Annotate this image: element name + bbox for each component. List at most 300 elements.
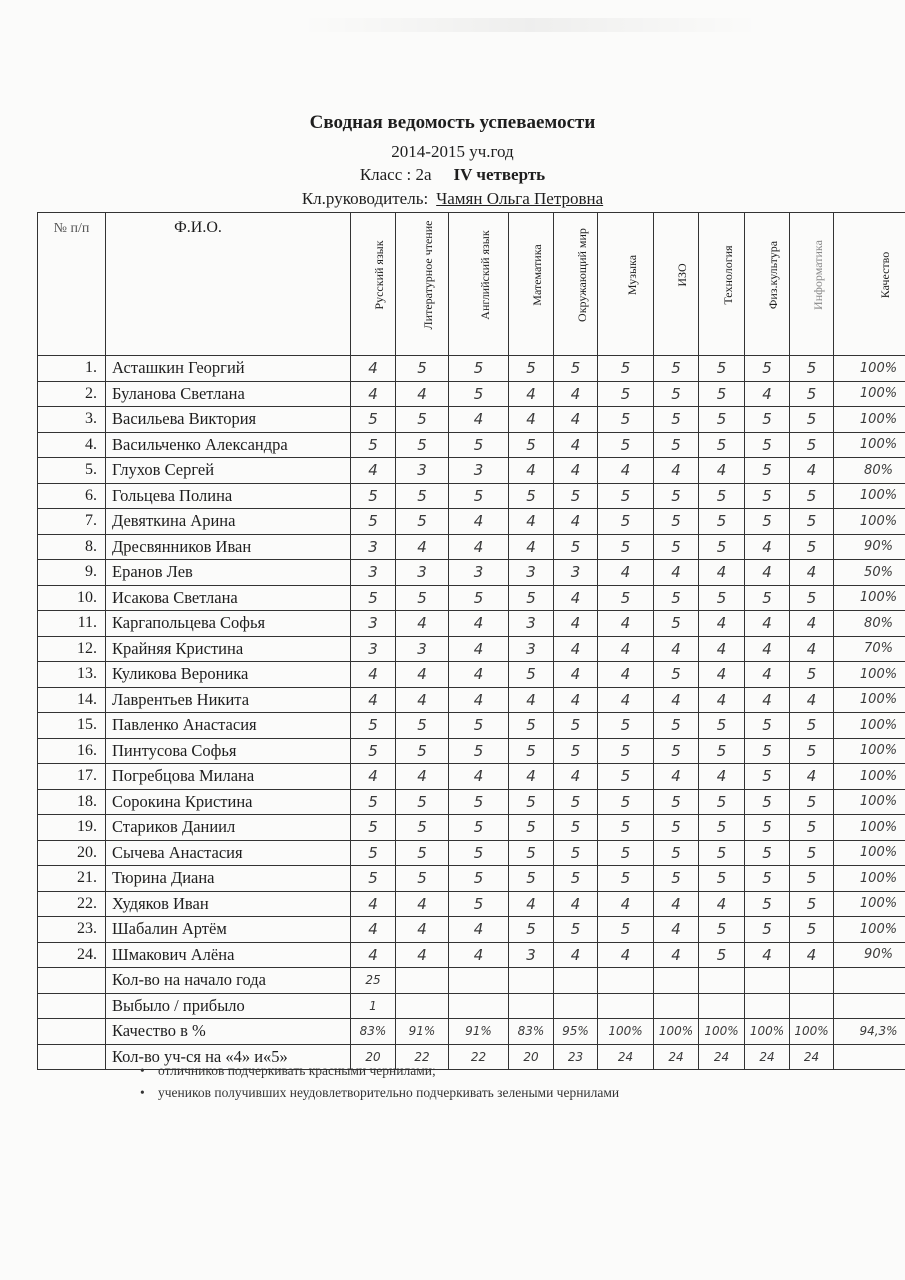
student-row [38, 432, 905, 458]
grade-cell: 4 [509, 891, 554, 917]
grade-cell: 4 [598, 560, 654, 586]
grade-cell: 5 [598, 381, 654, 407]
grade-cell: 4 [449, 534, 509, 560]
grade-cell: 4 [699, 687, 745, 713]
grade-cell: 5 [598, 432, 654, 458]
count-value: 20 [509, 1044, 554, 1070]
grade-cell: 4 [554, 662, 598, 688]
col-subject-header: ИЗО [654, 213, 699, 356]
grade-cell: 4 [554, 942, 598, 968]
grade-cell: 5 [654, 381, 699, 407]
grade-cell: 4 [396, 891, 449, 917]
grade-cell: 5 [699, 432, 745, 458]
grade-cell: 5 [790, 815, 834, 841]
grade-cell: 4 [654, 891, 699, 917]
grade-cell: 5 [745, 407, 790, 433]
grade-cell: 5 [554, 815, 598, 841]
student-name: Павленко Анастасия [106, 713, 351, 739]
grade-cell: 5 [699, 942, 745, 968]
grade-cell: 5 [654, 534, 699, 560]
grade-cell: 4 [745, 381, 790, 407]
count-value: 22 [396, 1044, 449, 1070]
grade-cell: 3 [351, 560, 396, 586]
grade-cell: 5 [449, 891, 509, 917]
grade-cell: 5 [598, 585, 654, 611]
row-number: 15. [38, 713, 106, 739]
grade-cell: 5 [351, 789, 396, 815]
grade-cell: 4 [449, 942, 509, 968]
grade-cell: 4 [745, 636, 790, 662]
count-value: 24 [598, 1044, 654, 1070]
student-name: Сычева Анастасия [106, 840, 351, 866]
student-name: Глухов Сергей [106, 458, 351, 484]
grade-cell: 5 [699, 509, 745, 535]
grade-cell: 4 [699, 458, 745, 484]
grade-cell: 5 [509, 815, 554, 841]
grade-cell: 5 [449, 866, 509, 892]
grade-cell: 3 [396, 458, 449, 484]
grade-cell: 5 [790, 789, 834, 815]
grade-cell: 5 [554, 840, 598, 866]
grade-cell: 5 [654, 356, 699, 382]
grade-cell: 4 [554, 764, 598, 790]
grade-cell: 5 [654, 432, 699, 458]
grade-cell: 4 [790, 458, 834, 484]
grade-cell: 5 [396, 432, 449, 458]
row-number: 1. [38, 356, 106, 382]
grade-cell: 4 [598, 891, 654, 917]
count-value: 24 [745, 1044, 790, 1070]
header-row [38, 213, 905, 356]
student-name: Дресвянников Иван [106, 534, 351, 560]
student-row [38, 458, 905, 484]
quality-cell: 90% [834, 942, 905, 968]
student-name: Шмакович Алёна [106, 942, 351, 968]
grade-cell: 5 [598, 866, 654, 892]
grade-cell: 5 [509, 483, 554, 509]
student-row [38, 356, 905, 382]
student-row [38, 407, 905, 433]
grade-cell: 4 [654, 636, 699, 662]
row-number: 21. [38, 866, 106, 892]
student-row [38, 840, 905, 866]
col-fio-header: Ф.И.О. [106, 213, 351, 356]
quality-value: 100% [699, 1019, 745, 1045]
notes [140, 1063, 619, 1107]
grade-cell: 4 [790, 764, 834, 790]
col-subject-header: Литературное чтение [396, 213, 449, 356]
grade-cell: 5 [598, 789, 654, 815]
grade-cell: 4 [554, 891, 598, 917]
student-row [38, 483, 905, 509]
grade-cell: 5 [790, 891, 834, 917]
grade-cell: 4 [654, 917, 699, 943]
grade-cell: 5 [654, 789, 699, 815]
grade-cell: 5 [598, 407, 654, 433]
grade-cell: 5 [396, 866, 449, 892]
row-number: 18. [38, 789, 106, 815]
grade-cell: 4 [790, 560, 834, 586]
grade-cell: 4 [554, 636, 598, 662]
grade-cell: 5 [745, 866, 790, 892]
grade-cell: 5 [449, 713, 509, 739]
grade-cell: 5 [790, 356, 834, 382]
grade-cell: 5 [745, 840, 790, 866]
grade-cell: 5 [396, 407, 449, 433]
grade-cell: 5 [509, 432, 554, 458]
grade-cell: 4 [396, 662, 449, 688]
quality-cell: 100% [834, 738, 905, 764]
class-line [0, 165, 905, 185]
row-number: 2. [38, 381, 106, 407]
row-number: 13. [38, 662, 106, 688]
grade-cell: 5 [790, 585, 834, 611]
grade-cell: 5 [598, 917, 654, 943]
grade-cell: 4 [554, 585, 598, 611]
grade-cell: 5 [745, 891, 790, 917]
grade-cell: 4 [351, 356, 396, 382]
grade-cell: 5 [598, 356, 654, 382]
col-subject-header: Английский язык [449, 213, 509, 356]
quality-cell: 100% [834, 917, 905, 943]
student-name: Сорокина Кристина [106, 789, 351, 815]
grade-cell: 4 [509, 534, 554, 560]
student-name: Тюрина Диана [106, 866, 351, 892]
grade-cell: 5 [396, 509, 449, 535]
student-row [38, 611, 905, 637]
grade-cell: 5 [790, 840, 834, 866]
grade-cell: 5 [449, 432, 509, 458]
grade-cell: 5 [745, 585, 790, 611]
grade-cell: 5 [509, 738, 554, 764]
quality-cell: 100% [834, 509, 905, 535]
grade-cell: 5 [509, 713, 554, 739]
grade-cell: 5 [554, 789, 598, 815]
grade-cell: 5 [351, 866, 396, 892]
student-name: Еранов Лев [106, 560, 351, 586]
grade-cell: 4 [449, 917, 509, 943]
grade-cell: 5 [351, 585, 396, 611]
student-row [38, 381, 905, 407]
count-value: 20 [351, 1044, 396, 1070]
student-name: Пинтусова Софья [106, 738, 351, 764]
student-row [38, 738, 905, 764]
grade-cell: 5 [699, 483, 745, 509]
grade-cell: 5 [554, 738, 598, 764]
student-row [38, 942, 905, 968]
col-subject-header: Русский язык [351, 213, 396, 356]
grade-cell: 5 [396, 713, 449, 739]
grade-cell: 3 [351, 611, 396, 637]
student-name: Шабалин Артём [106, 917, 351, 943]
count-label: Кол-во уч-ся на «4» и«5» [106, 1044, 351, 1070]
grade-cell: 4 [554, 458, 598, 484]
grade-cell: 5 [654, 866, 699, 892]
teacher-label: Кл.руководитель: [301, 189, 429, 208]
grade-cell: 4 [509, 407, 554, 433]
grade-cell: 4 [351, 942, 396, 968]
grade-cell: 5 [598, 713, 654, 739]
grade-cell: 4 [654, 687, 699, 713]
grade-cell: 5 [654, 815, 699, 841]
quality-cell: 100% [834, 432, 905, 458]
grade-cell: 4 [509, 458, 554, 484]
grade-cell: 5 [554, 534, 598, 560]
grade-cell: 4 [554, 407, 598, 433]
grade-cell: 4 [509, 687, 554, 713]
grade-cell: 5 [449, 738, 509, 764]
grade-cell: 5 [351, 738, 396, 764]
grade-cell: 5 [554, 713, 598, 739]
row-number: 4. [38, 432, 106, 458]
grade-cell: 3 [449, 458, 509, 484]
student-name: Гольцева Полина [106, 483, 351, 509]
grade-cell: 5 [509, 917, 554, 943]
grade-cell: 4 [351, 662, 396, 688]
quality-value: 100% [790, 1019, 834, 1045]
grade-cell: 3 [509, 942, 554, 968]
grade-cell: 5 [396, 815, 449, 841]
grade-cell: 5 [790, 917, 834, 943]
quality-cell: 50% [834, 560, 905, 586]
note-item: • отличников подчеркивать красными чернилами; [140, 1063, 436, 1078]
grade-cell: 3 [509, 636, 554, 662]
grade-cell: 4 [598, 611, 654, 637]
quality-value: 91% [396, 1019, 449, 1045]
student-name: Исакова Светлана [106, 585, 351, 611]
grade-cell: 4 [554, 611, 598, 637]
grade-cell: 5 [509, 585, 554, 611]
quality-cell: 100% [834, 713, 905, 739]
grade-cell: 4 [449, 636, 509, 662]
student-row [38, 662, 905, 688]
grade-cell: 5 [790, 432, 834, 458]
grade-cell: 4 [699, 636, 745, 662]
quality-value: 100% [654, 1019, 699, 1045]
student-row [38, 764, 905, 790]
quality-value: 100% [745, 1019, 790, 1045]
student-row [38, 534, 905, 560]
quality-cell: 100% [834, 764, 905, 790]
bullet-icon: • [140, 1063, 145, 1078]
grade-cell: 5 [598, 509, 654, 535]
grade-cell: 4 [790, 611, 834, 637]
page-title: Сводная ведомость успеваемости [309, 112, 596, 133]
grade-cell: 4 [598, 942, 654, 968]
quality-total: 94,3% [834, 1019, 905, 1045]
col-subject-header: Физ.культура [745, 213, 790, 356]
quality-value: 83% [509, 1019, 554, 1045]
grade-cell: 5 [745, 458, 790, 484]
grade-cell: 5 [654, 738, 699, 764]
grade-cell: 5 [396, 356, 449, 382]
grade-cell: 5 [745, 738, 790, 764]
summary-quality-row [38, 1019, 905, 1045]
row-number: 8. [38, 534, 106, 560]
grade-cell: 5 [598, 738, 654, 764]
grade-cell: 4 [509, 381, 554, 407]
grade-cell: 4 [699, 891, 745, 917]
count-value: 24 [790, 1044, 834, 1070]
grade-cell: 5 [396, 840, 449, 866]
grade-cell: 5 [554, 356, 598, 382]
count-value: 24 [654, 1044, 699, 1070]
moved-value: 1 [351, 993, 396, 1019]
row-number: 20. [38, 840, 106, 866]
grade-cell: 5 [598, 815, 654, 841]
quality-value: 83% [351, 1019, 396, 1045]
grade-cell: 5 [654, 611, 699, 637]
grade-cell: 5 [449, 585, 509, 611]
count-value: 24 [699, 1044, 745, 1070]
scan-artifact [300, 18, 760, 32]
row-number: 22. [38, 891, 106, 917]
grade-cell: 4 [745, 611, 790, 637]
row-number: 24. [38, 942, 106, 968]
grade-cell: 5 [654, 483, 699, 509]
grade-cell: 4 [449, 764, 509, 790]
grade-cell: 5 [745, 509, 790, 535]
grade-cell: 4 [598, 687, 654, 713]
grades-table [37, 212, 905, 1070]
student-name: Стариков Даниил [106, 815, 351, 841]
grade-cell: 4 [396, 381, 449, 407]
quality-value: 100% [598, 1019, 654, 1045]
school-year: 2014-2015 уч.год [391, 142, 514, 161]
grade-cell: 5 [509, 662, 554, 688]
grade-cell: 5 [699, 534, 745, 560]
row-number: 14. [38, 687, 106, 713]
quality-cell: 100% [834, 356, 905, 382]
grade-cell: 5 [790, 738, 834, 764]
grade-cell: 3 [509, 611, 554, 637]
grade-cell: 5 [745, 713, 790, 739]
grade-cell: 5 [654, 713, 699, 739]
quality-value: 91% [449, 1019, 509, 1045]
grade-cell: 5 [699, 840, 745, 866]
student-row [38, 891, 905, 917]
grade-cell: 4 [554, 509, 598, 535]
row-number: 6. [38, 483, 106, 509]
grade-cell: 5 [745, 764, 790, 790]
grade-cell: 4 [351, 764, 396, 790]
grade-cell: 5 [654, 840, 699, 866]
quarter-label: IV четверть [453, 165, 546, 184]
note-item: • учеников получивших неудовлетворительно подчеркивать зелеными чернилами [140, 1085, 620, 1100]
teacher-name: Чамян Ольга Петровна [436, 189, 604, 208]
grade-cell: 5 [396, 483, 449, 509]
grade-cell: 5 [699, 356, 745, 382]
grade-cell: 5 [745, 356, 790, 382]
grade-cell: 5 [699, 585, 745, 611]
grade-cell: 5 [396, 738, 449, 764]
grade-cell: 4 [745, 534, 790, 560]
quality-cell: 100% [834, 687, 905, 713]
quality-cell: 70% [834, 636, 905, 662]
grade-cell: 4 [396, 917, 449, 943]
grade-cell: 5 [598, 840, 654, 866]
count-value: 23 [554, 1044, 598, 1070]
col-subject-header: Музыка [598, 213, 654, 356]
quality-cell: 100% [834, 891, 905, 917]
student-name: Васильева Виктория [106, 407, 351, 433]
quality-cell: 100% [834, 407, 905, 433]
col-subject-header: Окружающий мир [554, 213, 598, 356]
grade-cell: 4 [654, 764, 699, 790]
grade-cell: 4 [351, 917, 396, 943]
grade-cell: 5 [351, 713, 396, 739]
row-number: 5. [38, 458, 106, 484]
quality-cell: 100% [834, 381, 905, 407]
grade-cell: 5 [745, 917, 790, 943]
grade-cell: 5 [745, 815, 790, 841]
grade-cell: 5 [790, 509, 834, 535]
row-number: 7. [38, 509, 106, 535]
student-row [38, 636, 905, 662]
grade-cell: 5 [509, 840, 554, 866]
grade-cell: 4 [449, 509, 509, 535]
grade-cell: 5 [699, 713, 745, 739]
moved-label: Выбыло / прибыло [106, 993, 351, 1019]
grade-cell: 4 [598, 662, 654, 688]
student-row [38, 560, 905, 586]
summary-start-row [38, 968, 905, 994]
grade-cell: 5 [396, 789, 449, 815]
start-count-value: 25 [351, 968, 396, 994]
student-name: Каргапольцева Софья [106, 611, 351, 637]
grade-cell: 5 [745, 432, 790, 458]
student-name: Буланова Светлана [106, 381, 351, 407]
grade-cell: 4 [654, 560, 699, 586]
col-subject-header: Информатика [790, 213, 834, 356]
grade-cell: 3 [449, 560, 509, 586]
grade-cell: 4 [699, 662, 745, 688]
student-row [38, 585, 905, 611]
grade-cell: 4 [396, 764, 449, 790]
grade-cell: 5 [699, 407, 745, 433]
grade-cell: 5 [449, 789, 509, 815]
grade-cell: 5 [396, 585, 449, 611]
student-name: Васильченко Александра [106, 432, 351, 458]
grade-cell: 3 [396, 636, 449, 662]
bullet-icon: • [140, 1085, 145, 1100]
student-name: Куликова Вероника [106, 662, 351, 688]
grade-cell: 4 [396, 534, 449, 560]
grade-cell: 5 [598, 764, 654, 790]
grade-cell: 5 [699, 381, 745, 407]
grade-cell: 5 [699, 815, 745, 841]
row-number: 23. [38, 917, 106, 943]
quality-cell: 80% [834, 611, 905, 637]
grade-cell: 4 [598, 636, 654, 662]
grade-cell: 5 [351, 840, 396, 866]
grade-cell: 5 [745, 483, 790, 509]
student-name: Худяков Иван [106, 891, 351, 917]
student-name: Лаврентьев Никита [106, 687, 351, 713]
grade-cell: 5 [554, 917, 598, 943]
grade-cell: 5 [654, 585, 699, 611]
grade-cell: 5 [699, 789, 745, 815]
grade-cell: 5 [351, 509, 396, 535]
grade-cell: 4 [790, 942, 834, 968]
grade-cell: 4 [790, 687, 834, 713]
grade-cell: 5 [554, 483, 598, 509]
row-number: 16. [38, 738, 106, 764]
student-row [38, 687, 905, 713]
grade-cell: 4 [351, 891, 396, 917]
quality-cell: 100% [834, 483, 905, 509]
grade-cell: 3 [396, 560, 449, 586]
